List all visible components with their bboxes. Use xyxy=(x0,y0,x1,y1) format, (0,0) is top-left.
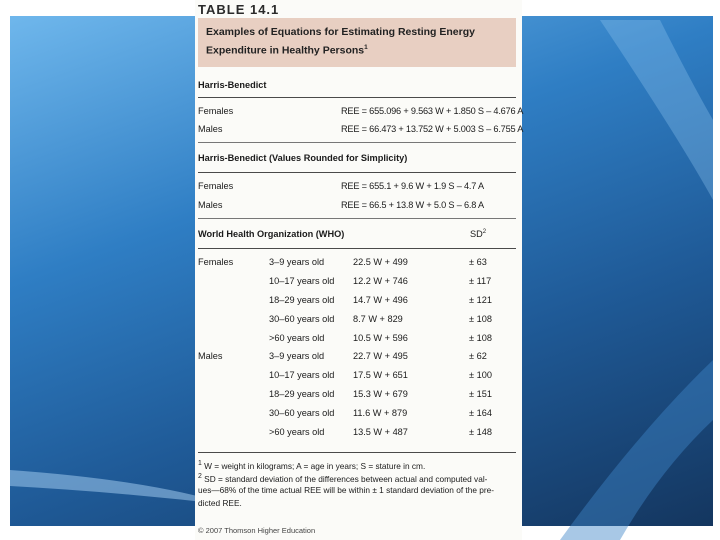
divider xyxy=(198,452,516,453)
who-sd-cell: ± 62 xyxy=(469,351,487,361)
who-sd-cell: ± 121 xyxy=(469,295,492,305)
section-heading-who: World Health Organization (WHO) xyxy=(198,229,345,239)
who-sd-cell: ± 164 xyxy=(469,408,492,418)
footnote-2-line-3: dicted REE. xyxy=(198,498,242,508)
who-age-cell: 30–60 years old xyxy=(269,408,335,418)
table-caption: Examples of Equations for Estimating Resting Energy Expenditure in Healthy Persons$^1$ xyxy=(206,26,475,57)
divider xyxy=(198,218,516,219)
who-sd-cell: ± 117 xyxy=(469,276,492,286)
who-equation-cell: 8.7 W + 829 xyxy=(353,314,403,324)
who-equation-cell: 10.5 W + 596 xyxy=(353,333,408,343)
footnote-1: $^1$ W = weight in kilograms; A = age in years; S = stature in cm. xyxy=(198,460,426,471)
group-label-females: Females xyxy=(198,257,234,267)
who-equation-cell: 15.3 W + 679 xyxy=(353,389,408,399)
who-sd-cell: ± 108 xyxy=(469,314,492,324)
who-equation-cell: 17.5 W + 651 xyxy=(353,370,408,380)
footnote-2: $^2$ SD = standard deviation of the differences between actual and computed val- xyxy=(198,473,488,484)
section-heading-harris-benedict-rounded: Harris-Benedict (Values Rounded for Simplicity) xyxy=(198,153,408,163)
who-age-cell: 3–9 years old xyxy=(269,257,325,267)
divider xyxy=(198,172,516,173)
who-sd-cell: ± 151 xyxy=(469,389,492,399)
caption-footnote-mark: 1 xyxy=(364,44,368,51)
section-heading-harris-benedict: Harris-Benedict xyxy=(198,80,267,90)
equation: REE = 66.473 + 13.752 W + 5.003 S – 6.755 A xyxy=(341,124,524,134)
who-age-cell: 18–29 years old xyxy=(269,295,335,305)
divider xyxy=(198,142,516,143)
who-age-cell: 10–17 years old xyxy=(269,276,335,286)
footnote-2-line-2: ues—68% of the time actual REE will be within ± 1 standard deviation of the pre- xyxy=(198,485,495,495)
equation: REE = 655.1 + 9.6 W + 1.9 S – 4.7 A xyxy=(341,181,484,191)
who-equation-cell: 13.5 W + 487 xyxy=(353,427,408,437)
who-equation-cell: 22.7 W + 495 xyxy=(353,351,408,361)
who-sd-cell: ± 108 xyxy=(469,333,492,343)
group-label: Females xyxy=(198,181,234,191)
who-age-cell: >60 years old xyxy=(269,333,325,343)
who-age-cell: 30–60 years old xyxy=(269,314,335,324)
who-equation-cell: 11.6 W + 879 xyxy=(353,408,408,418)
divider xyxy=(198,97,516,98)
who-age-cell: >60 years old xyxy=(269,427,325,437)
equation: REE = 66.5 + 13.8 W + 5.0 S – 6.8 A xyxy=(341,200,484,210)
table-document xyxy=(195,0,522,540)
who-age-cell: 10–17 years old xyxy=(269,370,335,380)
who-equation-cell: 12.2 W + 746 xyxy=(353,276,408,286)
who-age-cell: 18–29 years old xyxy=(269,389,335,399)
table-title: TABLE 14.1 xyxy=(198,2,280,17)
table-caption-box xyxy=(198,18,516,67)
who-equation-cell: 14.7 W + 496 xyxy=(353,295,408,305)
equation: REE = 655.096 + 9.563 W + 1.850 S – 4.676 A xyxy=(341,106,524,116)
group-label-males: Males xyxy=(198,351,223,361)
who-sd-cell: ± 100 xyxy=(469,370,492,380)
who-age-cell: 3–9 years old xyxy=(269,351,325,361)
group-label: Males xyxy=(198,124,223,134)
group-label: Males xyxy=(198,200,223,210)
who-sd-cell: ± 148 xyxy=(469,427,492,437)
sd-column-header: $SD^2$ xyxy=(470,229,487,240)
group-label: Females xyxy=(198,106,234,116)
copyright: © 2007 Thomson Higher Education xyxy=(198,526,316,535)
who-sd-cell: ± 63 xyxy=(469,257,487,267)
who-equation-cell: 22.5 W + 499 xyxy=(353,257,408,267)
sd-footnote-mark: 2 xyxy=(482,229,487,235)
divider xyxy=(198,248,516,249)
